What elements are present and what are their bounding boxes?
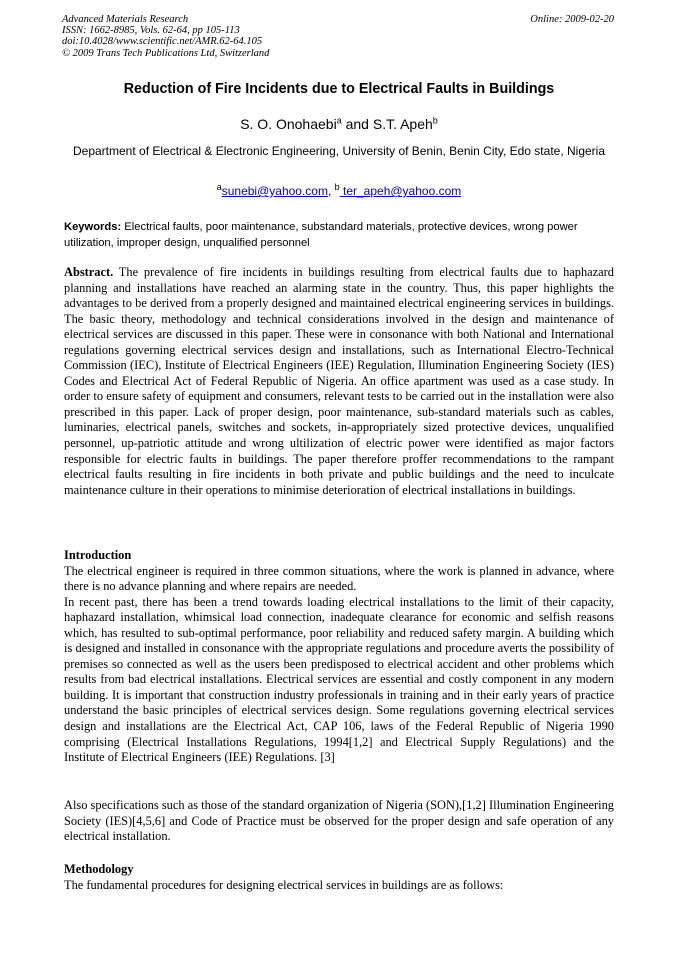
email-b-sup: b: [334, 182, 340, 192]
introduction-paragraph-3: Also specifications such as those of the standard organization of Nigeria (SON),[1,2] Illumination Engineering Society (IES)[4,5,6] and Code of Practice must be observed for the proper design and safe operation of any electrical installation.: [64, 798, 614, 844]
author-2-sup: b: [432, 115, 438, 126]
affiliation: Department of Electrical & Electronic Engineering, University of Benin, Benin City, Edo state, Nigeria: [72, 144, 606, 158]
online-date: Online: 2009-02-20: [530, 14, 614, 25]
methodology-section: [64, 862, 614, 893]
paper-title: Reduction of Fire Incidents due to Electrical Faults in Buildings: [123, 81, 555, 97]
author-2: S.T. Apeh: [372, 116, 433, 132]
introduction-paragraph-1: The electrical engineer is required in three common situations, where the work is planned in advance, where there is no advance planning and where repairs are needed.: [64, 563, 614, 594]
author-1-sup: a: [336, 115, 342, 126]
email-sep: ,: [327, 184, 335, 198]
keywords-label: Keywords:: [64, 221, 122, 233]
keywords: [64, 220, 614, 251]
email-list: [0, 184, 678, 198]
abstract: [64, 265, 614, 498]
introduction-paragraph-3-block: [64, 798, 614, 845]
journal-name: Advanced Materials Research: [62, 14, 189, 25]
copyright-line: © 2009 Trans Tech Publications Ltd, Switzerland: [62, 47, 270, 59]
abstract-label: Abstract.: [64, 265, 114, 279]
abstract-text: The prevalence of fire incidents in buildings resulting from electrical faults due to haphazard planning and installations have reached an alarming state in the country. Thus, this paper highlights the advantages to be derived from a properly designed and maintained electrical engineering services in buildings. The basic theory, methodology and technical considerations involved in the design and maintenance of electrical services are discussed in this paper. These were in consonance with both National and International regulations governing electrical services design and installations, such as International Electro-Technical Commission (IEC), Institute of Electrical Engineers (IEE) Regulation, Illumination Engineering Society (IES) Codes and Electrical Act of Federal Republic of Nigeria. An office apartment was used as a case study. In order to ensure safety of equipment and consumers, relevant tests to be carried out in the installation were also prescribed in this paper. Lack of proper design, poor maintenance, sub-standard materials such as cables, luminaries, electrical panels, switches and sockets, in-appropriately sized protective devices, unqualified personnel, up-patriotic attitude and wrong ultilization of electric power were identified as major factors responsible for electric faults in buildings. The paper therefore proffer recommendations to the rampant electrical faults resulting in fire incidents in both private and public buildings and the need to inculcate maintenance culture in their operations to minimise deterioration of electrical installations in buildings.: [64, 265, 614, 497]
introduction-heading: Introduction: [64, 548, 132, 562]
email-b-link[interactable]: ter_apeh@yahoo.com: [339, 184, 462, 198]
author-list: [0, 116, 678, 132]
author-and: and: [341, 116, 373, 132]
introduction-section: [64, 548, 614, 766]
journal-header: [62, 14, 269, 59]
email-a-link[interactable]: sunebi@yahoo.com: [221, 184, 328, 198]
introduction-paragraph-2: In recent past, there has been a trend towards loading electrical installations to the limit of their capacity, haphazard installation, whimsical load connection, inadequate clearance for economic and selfish reasons which, has resulted to sub-optimal performance, poor reliability and reduced safety margin. A building which is designed and installed in consonance with the appropriate regulations and procedure averts the possibility of premises so connected as well as the users been predisposed to electrical accident and other problems which results from bad electrical installations. Electrical services are essential and costly component in any modern building. It is important that construction industry professionals in training and in their early years of practice understand the basic principles of electrical services design. Some regulations governing electrical services design and installations are the Electrical Act, CAP 106, laws of the Federal Republic of Nigeria 1990 comprising (Electrical Installations Regulations, 1994[1,2] and Electrical Supply Regulations) and the Institute of Electrical Engineers (IEE) Regulations. [3]: [64, 594, 614, 765]
keywords-text: Electrical faults, poor maintenance, substandard materials, protective devices, wrong power utilization, improper design, unqualified personnel: [64, 221, 578, 249]
email-a-sup: a: [216, 182, 222, 192]
issn-line: ISSN: 1662-8985, Vols. 62-64, pp 105-113: [62, 25, 240, 37]
methodology-heading: Methodology: [64, 862, 134, 876]
author-1: S. O. Onohaebi: [240, 116, 337, 132]
methodology-paragraph-1: The fundamental procedures for designing electrical services in buildings are as follows:: [64, 877, 504, 892]
doi-line: doi:10.4028/www.scientific.net/AMR.62-64.105: [62, 36, 263, 48]
